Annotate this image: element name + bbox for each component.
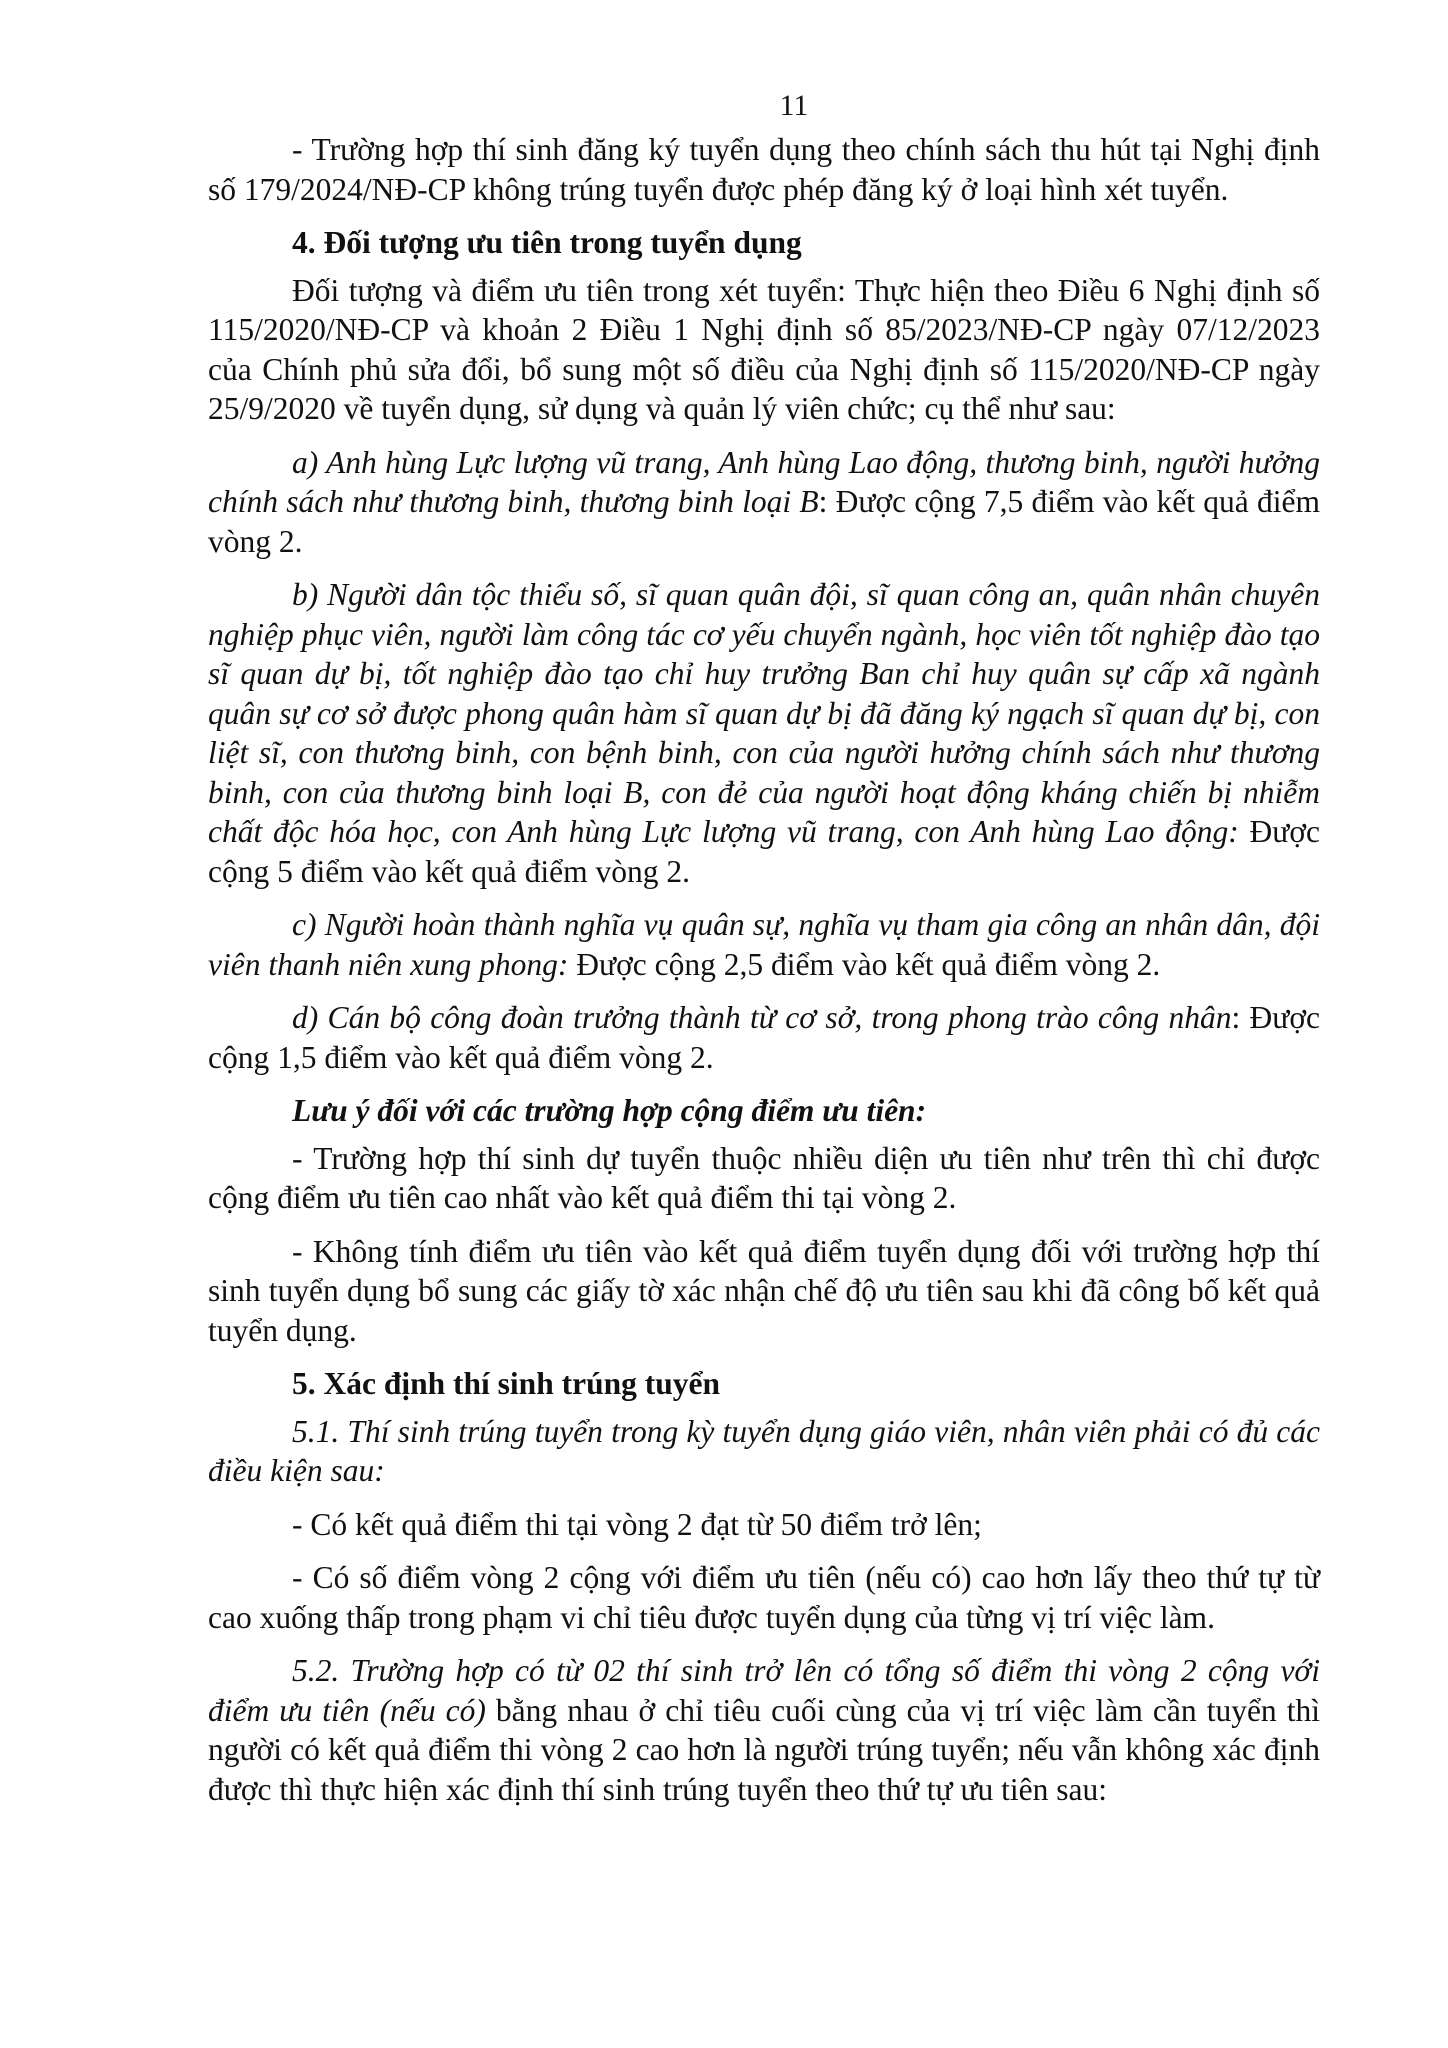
page-number: 11: [779, 89, 809, 122]
priority-item-c-subjects: c) Người hoàn thành nghĩa vụ quân sự, nghĩa vụ tham gia công an nhân dân, đội viên thanh niên xung phong:: [208, 907, 1320, 982]
paragraph-attraction-policy: - Trường hợp thí sinh đăng ký tuyển dụng theo chính sách thu hút tại Nghị định số 179/2024/NĐ-CP không trúng tuyển được phép đăng ký ở loại hình xét tuyển.: [208, 132, 1320, 207]
priority-item-c: [208, 905, 1320, 984]
priority-item-a-points: : Được cộng 7,5 điểm vào kết quả điểm vòng 2.: [208, 484, 1320, 559]
paragraph-5-1: 5.1. Thí sinh trúng tuyển trong kỳ tuyển dụng giáo viên, nhân viên phải có đủ các điều kiện sau:: [208, 1413, 1320, 1488]
priority-item-c-points: Được cộng 2,5 điểm vào kết quả điểm vòng 2.: [568, 946, 1161, 982]
section-heading-4: 4. Đối tượng ưu tiên trong tuyển dụng: [292, 225, 802, 260]
paragraph-5-1-condition-b: - Có số điểm vòng 2 cộng với điểm ưu tiên (nếu có) cao hơn lấy theo thứ tự từ cao xuống thấp trong phạm vi chỉ tiêu được tuyển dụng của từng vị trí việc làm.: [208, 1560, 1320, 1635]
priority-item-a: [208, 443, 1320, 562]
priority-item-d-points: : Được cộng 1,5 điểm vào kết quả điểm vòng 2.: [208, 1000, 1320, 1075]
priority-item-b-subjects: b) Người dân tộc thiểu số, sĩ quan quân đội, sĩ quan công an, quân nhân chuyên nghiệp phục viên, người làm công tác cơ yếu chuyển ngành, học viên tốt nghiệp đào tạo sĩ quan dự bị, tốt nghiệp đào tạo chỉ huy trưởng Ban chỉ huy quân sự cấp xã ngành quân sự cơ sở được phong quân hàm sĩ quan dự bị đã đăng ký ngạch sĩ quan dự bị, con liệt sĩ, con thương binh, con bệnh binh, con của người hưởng chính sách như thương binh, con của thương binh loại B, con đẻ của người hoạt động kháng chiến bị nhiễm chất độc hóa học, con Anh hùng Lực lượng vũ trang, con Anh hùng Lao động:: [208, 577, 1320, 849]
paragraph-5-2-rest: bằng nhau ở chỉ tiêu cuối cùng của vị trí việc làm cần tuyển thì người có kết quả điểm thi vòng 2 cao hơn là người trúng tuyển; nếu vẫn không xác định được thì thực hiện xác định thí sinh trúng tuyển theo thứ tự ưu tiên sau:: [208, 1692, 1321, 1807]
section-heading-5: 5. Xác định thí sinh trúng tuyển: [292, 1366, 720, 1401]
paragraph-priority-intro: Đối tượng và điểm ưu tiên trong xét tuyển: Thực hiện theo Điều 6 Nghị định số 115/2020/NĐ-CP và khoản 2 Điều 1 Nghị định số 85/2023/NĐ-CP ngày 07/12/2023 của Chính phủ sửa đổi, bổ sung một số điều của Nghị định số 115/2020/NĐ-CP ngày 25/9/2020 về tuyển dụng, sử dụng và quản lý viên chức; cụ thể như sau:: [208, 272, 1320, 426]
priority-item-b-points: Được cộng 5 điểm vào kết quả điểm vòng 2.: [208, 814, 1320, 889]
paragraph-5-2: [208, 1651, 1320, 1809]
priority-item-d-subjects: d) Cán bộ công đoàn trưởng thành từ cơ sở, trong phong trào công nhân: [292, 1000, 1232, 1035]
paragraph-5-2-lead: 5.2. Trường hợp có từ 02 thí sinh trở lên có tổng số điểm thi vòng 2 cộng với điểm ưu tiên (nếu có): [208, 1653, 1320, 1728]
note-heading: Lưu ý đối với các trường hợp cộng điểm ưu tiên:: [292, 1093, 927, 1128]
paragraph-5-1-condition-a: - Có kết quả điểm thi tại vòng 2 đạt từ 50 điểm trở lên;: [292, 1506, 982, 1542]
priority-item-b: [208, 575, 1320, 891]
note-paragraph-2: - Không tính điểm ưu tiên vào kết quả điểm tuyển dụng đối với trường hợp thí sinh tuyển dụng bổ sung các giấy tờ xác nhận chế độ ưu tiên sau khi đã công bố kết quả tuyển dụng.: [208, 1233, 1320, 1348]
priority-item-d: [208, 998, 1320, 1077]
note-paragraph-1: - Trường hợp thí sinh dự tuyển thuộc nhiều diện ưu tiên như trên thì chỉ được cộng điểm ưu tiên cao nhất vào kết quả điểm thi tại vòng 2.: [208, 1140, 1320, 1215]
priority-item-a-subjects: a) Anh hùng Lực lượng vũ trang, Anh hùng Lao động, thương binh, người hưởng chính sách như thương binh, thương binh loại B: [208, 444, 1320, 519]
